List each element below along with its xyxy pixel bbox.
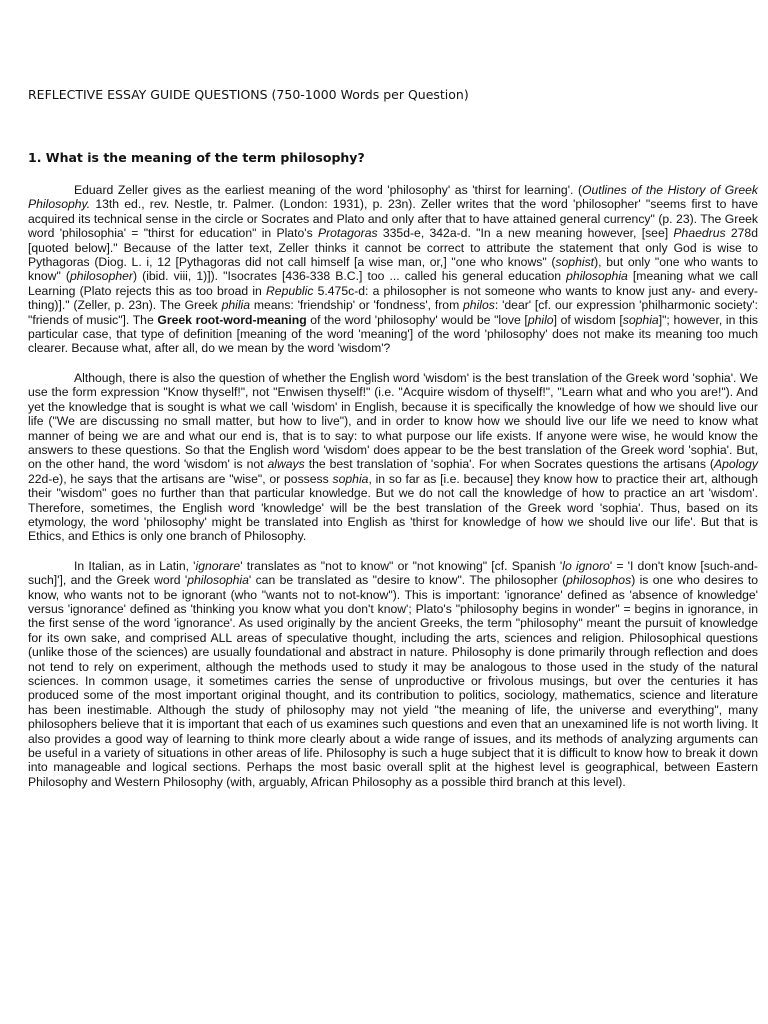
italic-text: Apology: [713, 457, 758, 472]
italic-text: sophist: [555, 255, 595, 270]
text-run: : 'dear' [cf. our expression 'philharmonic society': "friends of music"]. The: [28, 298, 758, 327]
italic-text: philosophia: [187, 573, 249, 588]
text-run: ] of wisdom [: [553, 312, 623, 327]
italic-text: Protagoras: [317, 226, 378, 241]
paragraph: [28, 371, 758, 544]
italic-text: philo: [527, 312, 554, 327]
bold-text: Greek root-word-meaning: [157, 312, 307, 327]
italic-text: ignorare: [195, 558, 241, 573]
text-run: 13th ed., rev. Nestle, tr. Palmer. (London: 1931), p. 23n). Zeller writes that the word 'philosopher' "seems first to have acquired its technical sense in the circle or Socrates and Plato and only after that to have attained general currency" (p. 23). The Greek word 'philosophia' = "thirst for education" in Plato's: [28, 197, 758, 241]
italic-text: sophia: [332, 471, 369, 486]
document-body: [28, 183, 758, 804]
text-run: Although, there is also the question of whether the English word 'wisdom' is the best translation of the Greek word 'sophia'. We use the form expression "Know thyself!", not "Enwisen thyself!" (i.e. "Acquire wisdom of thyself!", "Learn what and who you are!"). And yet the knowledge that is sought is what we call 'wisdom' in English, because it is specifically the knowledge of how we should live our life ("We are discussing no small matter, but how to live"), and in order to know how we should live our life we need to know what manner of being we are and what our end is, that is to say: to what purpose our life exists. If anyone were wise, he would know the answers to these questions. So that the English word 'wisdom' does appear to be the best translation of the Greek word 'sophia'. But, on the other hand, the word 'wisdom' is not: [28, 370, 758, 472]
text-run: 5.475c-d: a philosopher is not someone who wants to know just any- and every-thing)]." (Zeller, p. 23n). The Greek: [28, 283, 758, 313]
text-run: Eduard Zeller gives as the earliest meaning of the word 'philosophy' as 'thirst for learning'. (: [74, 183, 583, 197]
italic-text: philia: [221, 298, 251, 313]
text-run: ' translates as "not to know" or "not knowing" [cf. Spanish ': [240, 558, 563, 573]
italic-text: philosopher: [69, 269, 133, 284]
paragraph: [28, 183, 758, 356]
text-run: [meaning what we call Learning (Plato rejects this as too broad in: [28, 269, 758, 298]
italic-text: philosophos: [566, 573, 632, 588]
italic-text: always: [267, 457, 305, 472]
italic-text: Republic: [265, 283, 314, 298]
text-run: ' can be translated as "desire to know". The philosopher (: [248, 573, 567, 588]
text-run: of the word 'philosophy' would be "love [: [306, 312, 528, 327]
paragraph: [28, 559, 758, 790]
text-run: ) (ibid. viii, 1)]). "Isocrates [436-338 B.C.] too ... called his general education: [132, 269, 567, 284]
italic-text: Phaedrus: [673, 226, 726, 241]
question-heading: 1. What is the meaning of the term philosophy?: [28, 150, 365, 165]
italic-text: Outlines of the History of Greek Philosophy.: [28, 183, 758, 212]
document-title: REFLECTIVE ESSAY GUIDE QUESTIONS (750-1000 Words per Question): [28, 87, 469, 102]
text-run: ]"; however, in this particular case, that type of definition [meaning of the word 'meaning'] of the word 'philosophy' does not make its meaning too much clearer. Because what, after all, do we mean by the word 'wisdom'?: [28, 312, 758, 356]
text-run: 335d-e, 342a-d. "In a new meaning however, [see]: [377, 226, 674, 241]
text-run: means: 'friendship' or 'fondness', from: [250, 298, 464, 313]
text-run: 22d-e), he says that the artisans are "wise", or possess: [28, 471, 333, 486]
text-run: ) is one who desires to know, who wants not to be ignorant (who "wants not to not-know"). This is important: 'ignorance' defined as 'absence of knowledge' versus 'ignorance' defined as 'thinking you know what you don't know'; Plato's "philosophy begins in wonder" = begins in ignorance, in the first sense of the word 'ignorance'. As used originally by the ancient Greeks, the term "philosophy" meant the pursuit of knowledge for its own sake, and comprised ALL areas of speculative thought, including the arts, sciences and religion. Philosophical questions (unlike those of the sciences) are usually foundational and abstract in nature. Philosophy is done primarily through reflection and does not tend to rely on experiment, although the methods used to study it may be analogous to those used in the study of the natural sciences. In common usage, it sometimes carries the sense of unproductive or frivolous musings, but over the centuries it has produced some of the most important original thought, and its contribution to politics, sociology, mathematics, science and literature has been inestimable. Although the study of philosophy may not yield "the meaning of life, the universe and everything", many philosophers believe that it is important that each of us examines such questions and even that an unexamined life is not worth living. It also provides a good way of learning to think more clearly about a wide range of issues, and its methods of analyzing arguments can be useful in a variety of situations in other areas of life. Philosophy is such a huge subject that it is difficult to know how to break it down into manageable and logical sections. Perhaps the most basic overall split at the highest level is geographical, between Eastern Philosophy and Western Philosophy (with, arguably, African Philosophy as a possible third branch at this level).: [28, 573, 758, 789]
text-run: 278d [quoted below]." Because of the latter text, Zeller thinks it cannot be correct to attribute the statement that only God is wise to Pythagoras (Diog. L. i, 12 [Pythagoras did not call himself [a wise man, or,] "one who knows" (: [28, 226, 758, 270]
italic-text: sophia: [622, 312, 659, 327]
text-run: ), but only "one who wants to know" (: [28, 255, 758, 284]
text-run: ' = 'I don't know [such-and-such]'], and the Greek word ': [28, 558, 758, 588]
italic-text: philos: [463, 298, 495, 313]
text-run: , in so far as [i.e. because] they know how to practice their art, although their "wisdom" goes no further than that particular knowledge. But we do not call the knowledge of how to practice an art 'wisdom'. Therefore, sometimes, the English word 'knowledge' will be the best translation of the Greek word 'sophia'. Thus, based on its etymology, the word 'philosophy' might be translated into English as 'thirst for knowledge of how we should live our life'. But that is Ethics, and Ethics is only one branch of Philosophy.: [28, 471, 758, 544]
text-run: In Italian, as in Latin, ': [74, 558, 196, 573]
italic-text: lo ignoro: [562, 558, 610, 573]
italic-text: philosophia: [566, 269, 628, 284]
text-run: the best translation of 'sophia'. For when Socrates questions the artisans (: [304, 457, 714, 472]
